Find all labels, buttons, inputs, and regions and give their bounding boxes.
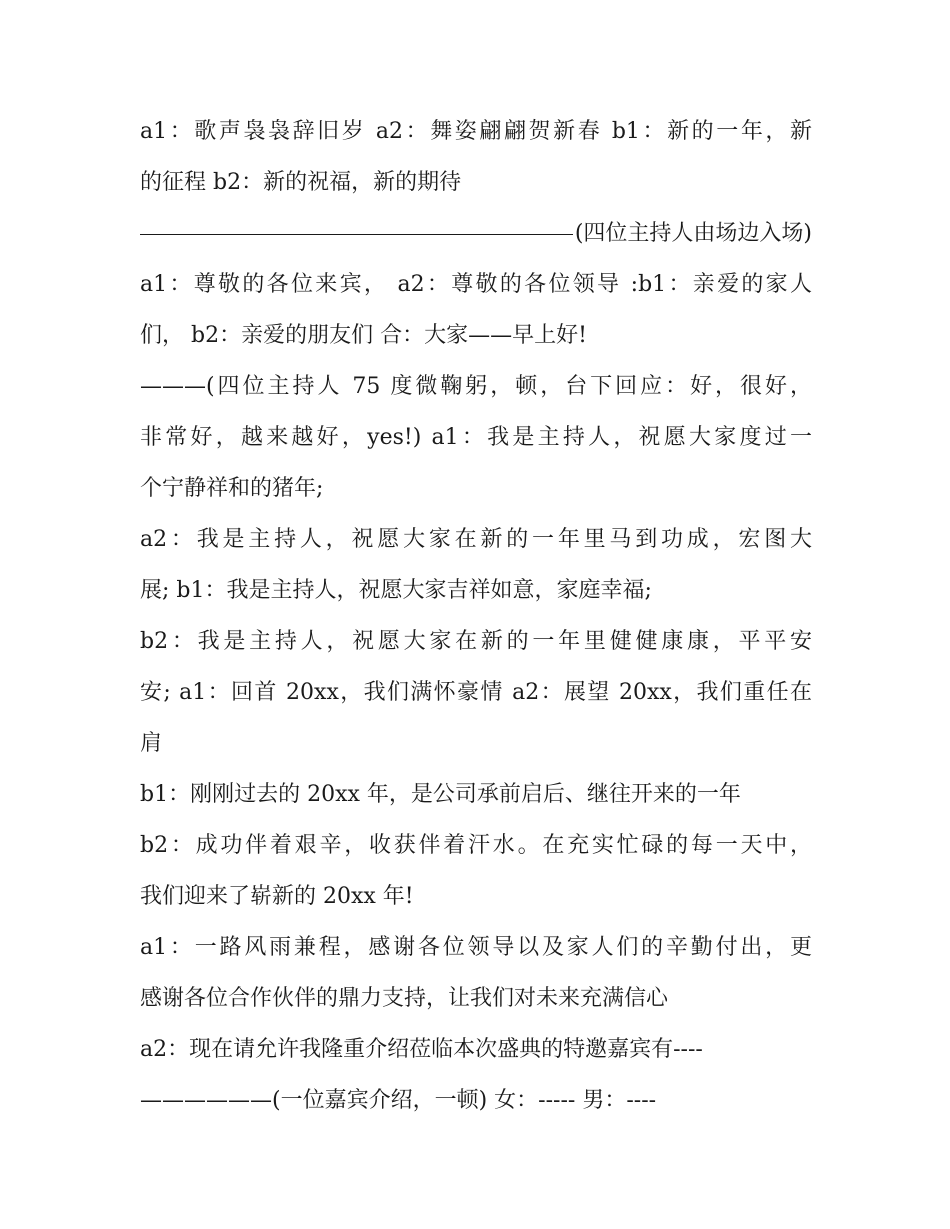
paragraph-line-8: 个宁静祥和的猪年; xyxy=(140,476,324,501)
paragraph-line-16: 我们迎来了崭新的 20xx 年! xyxy=(140,884,414,909)
document-body xyxy=(140,106,812,1126)
paragraph-line-4: a1：尊敬的各位来宾， a2：尊敬的各位领导 :b1：亲爱的家人 xyxy=(140,272,812,297)
paragraph-line-19: a2：现在请允许我隆重介绍莅临本次盛典的特邀嘉宾有---- xyxy=(140,1037,703,1062)
paragraph-line-17: a1：一路风雨兼程，感谢各位领导以及家人们的辛勤付出，更 xyxy=(140,935,812,960)
paragraph-line-18: 感谢各位合作伙伴的鼎力支持，让我们对未来充满信心 xyxy=(140,986,669,1011)
paragraph-line-10: 展; b1：我是主持人，祝愿大家吉祥如意，家庭幸福; xyxy=(140,578,652,603)
paragraph-line-1: a1：歌声袅袅辞旧岁 a2：舞姿翩翩贺新春 b1：新的一年，新 xyxy=(140,119,812,144)
long-dash-rule xyxy=(140,234,573,235)
paragraph-line-12: 安; a1：回首 20xx，我们满怀豪情 a2：展望 20xx，我们重任在 xyxy=(140,680,812,705)
paragraph-line-13: 肩 xyxy=(140,731,163,756)
stage-direction-entrance xyxy=(140,208,812,259)
paragraph-line-7: 非常好，越来越好，yes!) a1：我是主持人，祝愿大家度过一 xyxy=(140,425,812,450)
paragraph-line-20: ——————(一位嘉宾介绍，一顿) 女：----- 男：---- xyxy=(140,1088,657,1113)
paragraph-line-9: a2：我是主持人，祝愿大家在新的一年里马到功成，宏图大 xyxy=(140,527,812,552)
paragraph-line-15: b2：成功伴着艰辛，收获伴着汗水。在充实忙碌的每一天中， xyxy=(140,833,812,858)
paragraph-line-14: b1：刚刚过去的 20xx 年，是公司承前启后、继往开来的一年 xyxy=(140,782,741,807)
paragraph-line-6: ———(四位主持人 75 度微鞠躬，顿，台下回应：好，很好， xyxy=(140,374,812,399)
paragraph-line-5: 们， b2：亲爱的朋友们 合：大家——早上好! xyxy=(140,323,587,348)
stage-direction-text: (四位主持人由场边入场) xyxy=(574,221,812,246)
paragraph-line-11: b2：我是主持人，祝愿大家在新的一年里健健康康，平平安 xyxy=(140,629,812,654)
paragraph-line-2: 的征程 b2：新的祝福，新的期待 xyxy=(140,170,462,195)
